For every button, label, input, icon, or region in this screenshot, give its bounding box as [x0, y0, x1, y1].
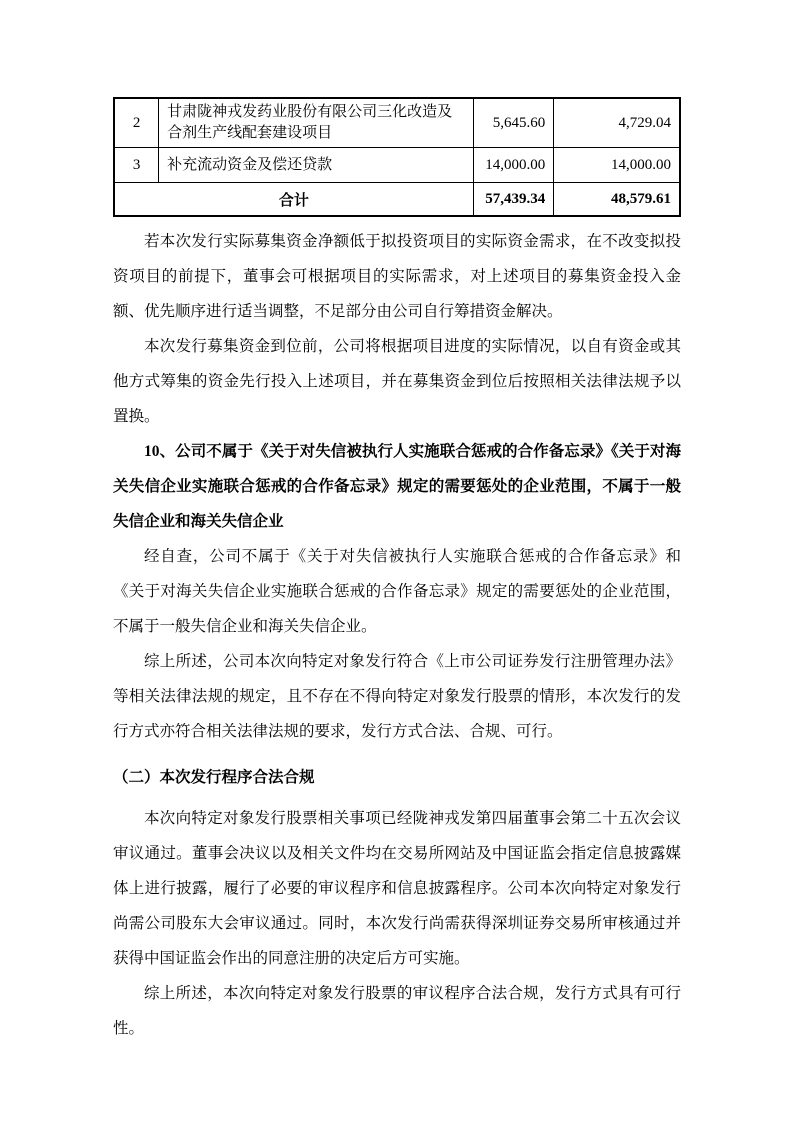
total-amount-value: 48,579.61 [554, 183, 680, 217]
amount-value: 14,000.00 [473, 148, 554, 183]
paragraph-self-check: 经自查，公司不属于《关于对失信被执行人实施联合惩戒的合作备忘录》和《关于对海关失信企业实施联合惩戒的合作备忘录》规定的需要惩处的企业范围，不属于一般失信企业和海关失信企业。 [113, 548, 681, 635]
paragraph-procedure: 本次向特定对象发行股票相关事项已经陇神戎发第四届董事会第二十五次会议审议通过。董事会决议以及相关文件均在交易所网站及中国证监会指定信息披露媒体上进行披露，履行了必要的审议程序和信息披露程序。公司本次向特定对象发行尚需公司股东大会审议通过。同时，本次发行尚需获得深圳证券交易所审核通过并获得中国证监会作出的同意注册的决定后方可实施。 [113, 810, 681, 967]
total-label: 合计 [114, 183, 473, 217]
body-text [113, 224, 681, 1046]
fund-usage-table [113, 97, 681, 217]
paragraph-conclusion-method: 综上所述，公司本次向特定对象发行符合《上市公司证券发行注册管理办法》等相关法律法规的规定，且不存在不得向特定对象发行股票的情形，本次发行的发行方式亦符合相关法律法规的要求，发行方式合法、合规、可行。 [113, 653, 681, 740]
paragraph-conclusion-procedure: 综上所述，本次向特定对象发行股票的审议程序合法合规，发行方式具有可行性。 [113, 985, 681, 1037]
paragraph-fund-adjustment: 若本次发行实际募集资金净额低于拟投资项目的实际资金需求，在不改变拟投资项目的前提下，董事会可根据项目的实际需求，对上述项目的募集资金投入金额、优先顺序进行适当调整，不足部分由公司自行筹措资金解决。 [113, 233, 681, 320]
row-index: 3 [114, 148, 159, 183]
heading-item-10: 10、公司不属于《关于对失信被执行人实施联合惩戒的合作备忘录》《关于对海关失信企业实施联合惩戒的合作备忘录》规定的需要惩处的企业范围，不属于一般失信企业和海关失信企业 [113, 443, 681, 530]
amount-value: 14,000.00 [554, 148, 680, 183]
project-name: 补充流动资金及偿还贷款 [159, 148, 474, 183]
project-name: 甘肃陇神戎发药业股份有限公司三化改造及合剂生产线配套建设项目 [159, 98, 474, 148]
amount-value: 5,645.60 [473, 98, 554, 148]
section-heading-2: （二）本次发行程序合法合规 [113, 769, 315, 786]
row-index: 2 [114, 98, 159, 148]
table-row [114, 148, 680, 183]
table-total-row [114, 183, 680, 217]
amount-value: 4,729.04 [554, 98, 680, 148]
total-amount-value: 57,439.34 [473, 183, 554, 217]
table-row [114, 98, 680, 148]
paragraph-fund-replacement: 本次发行募集资金到位前，公司将根据项目进度的实际情况，以自有资金或其他方式筹集的资金先行投入上述项目，并在募集资金到位后按照相关法律法规予以置换。 [113, 338, 681, 425]
